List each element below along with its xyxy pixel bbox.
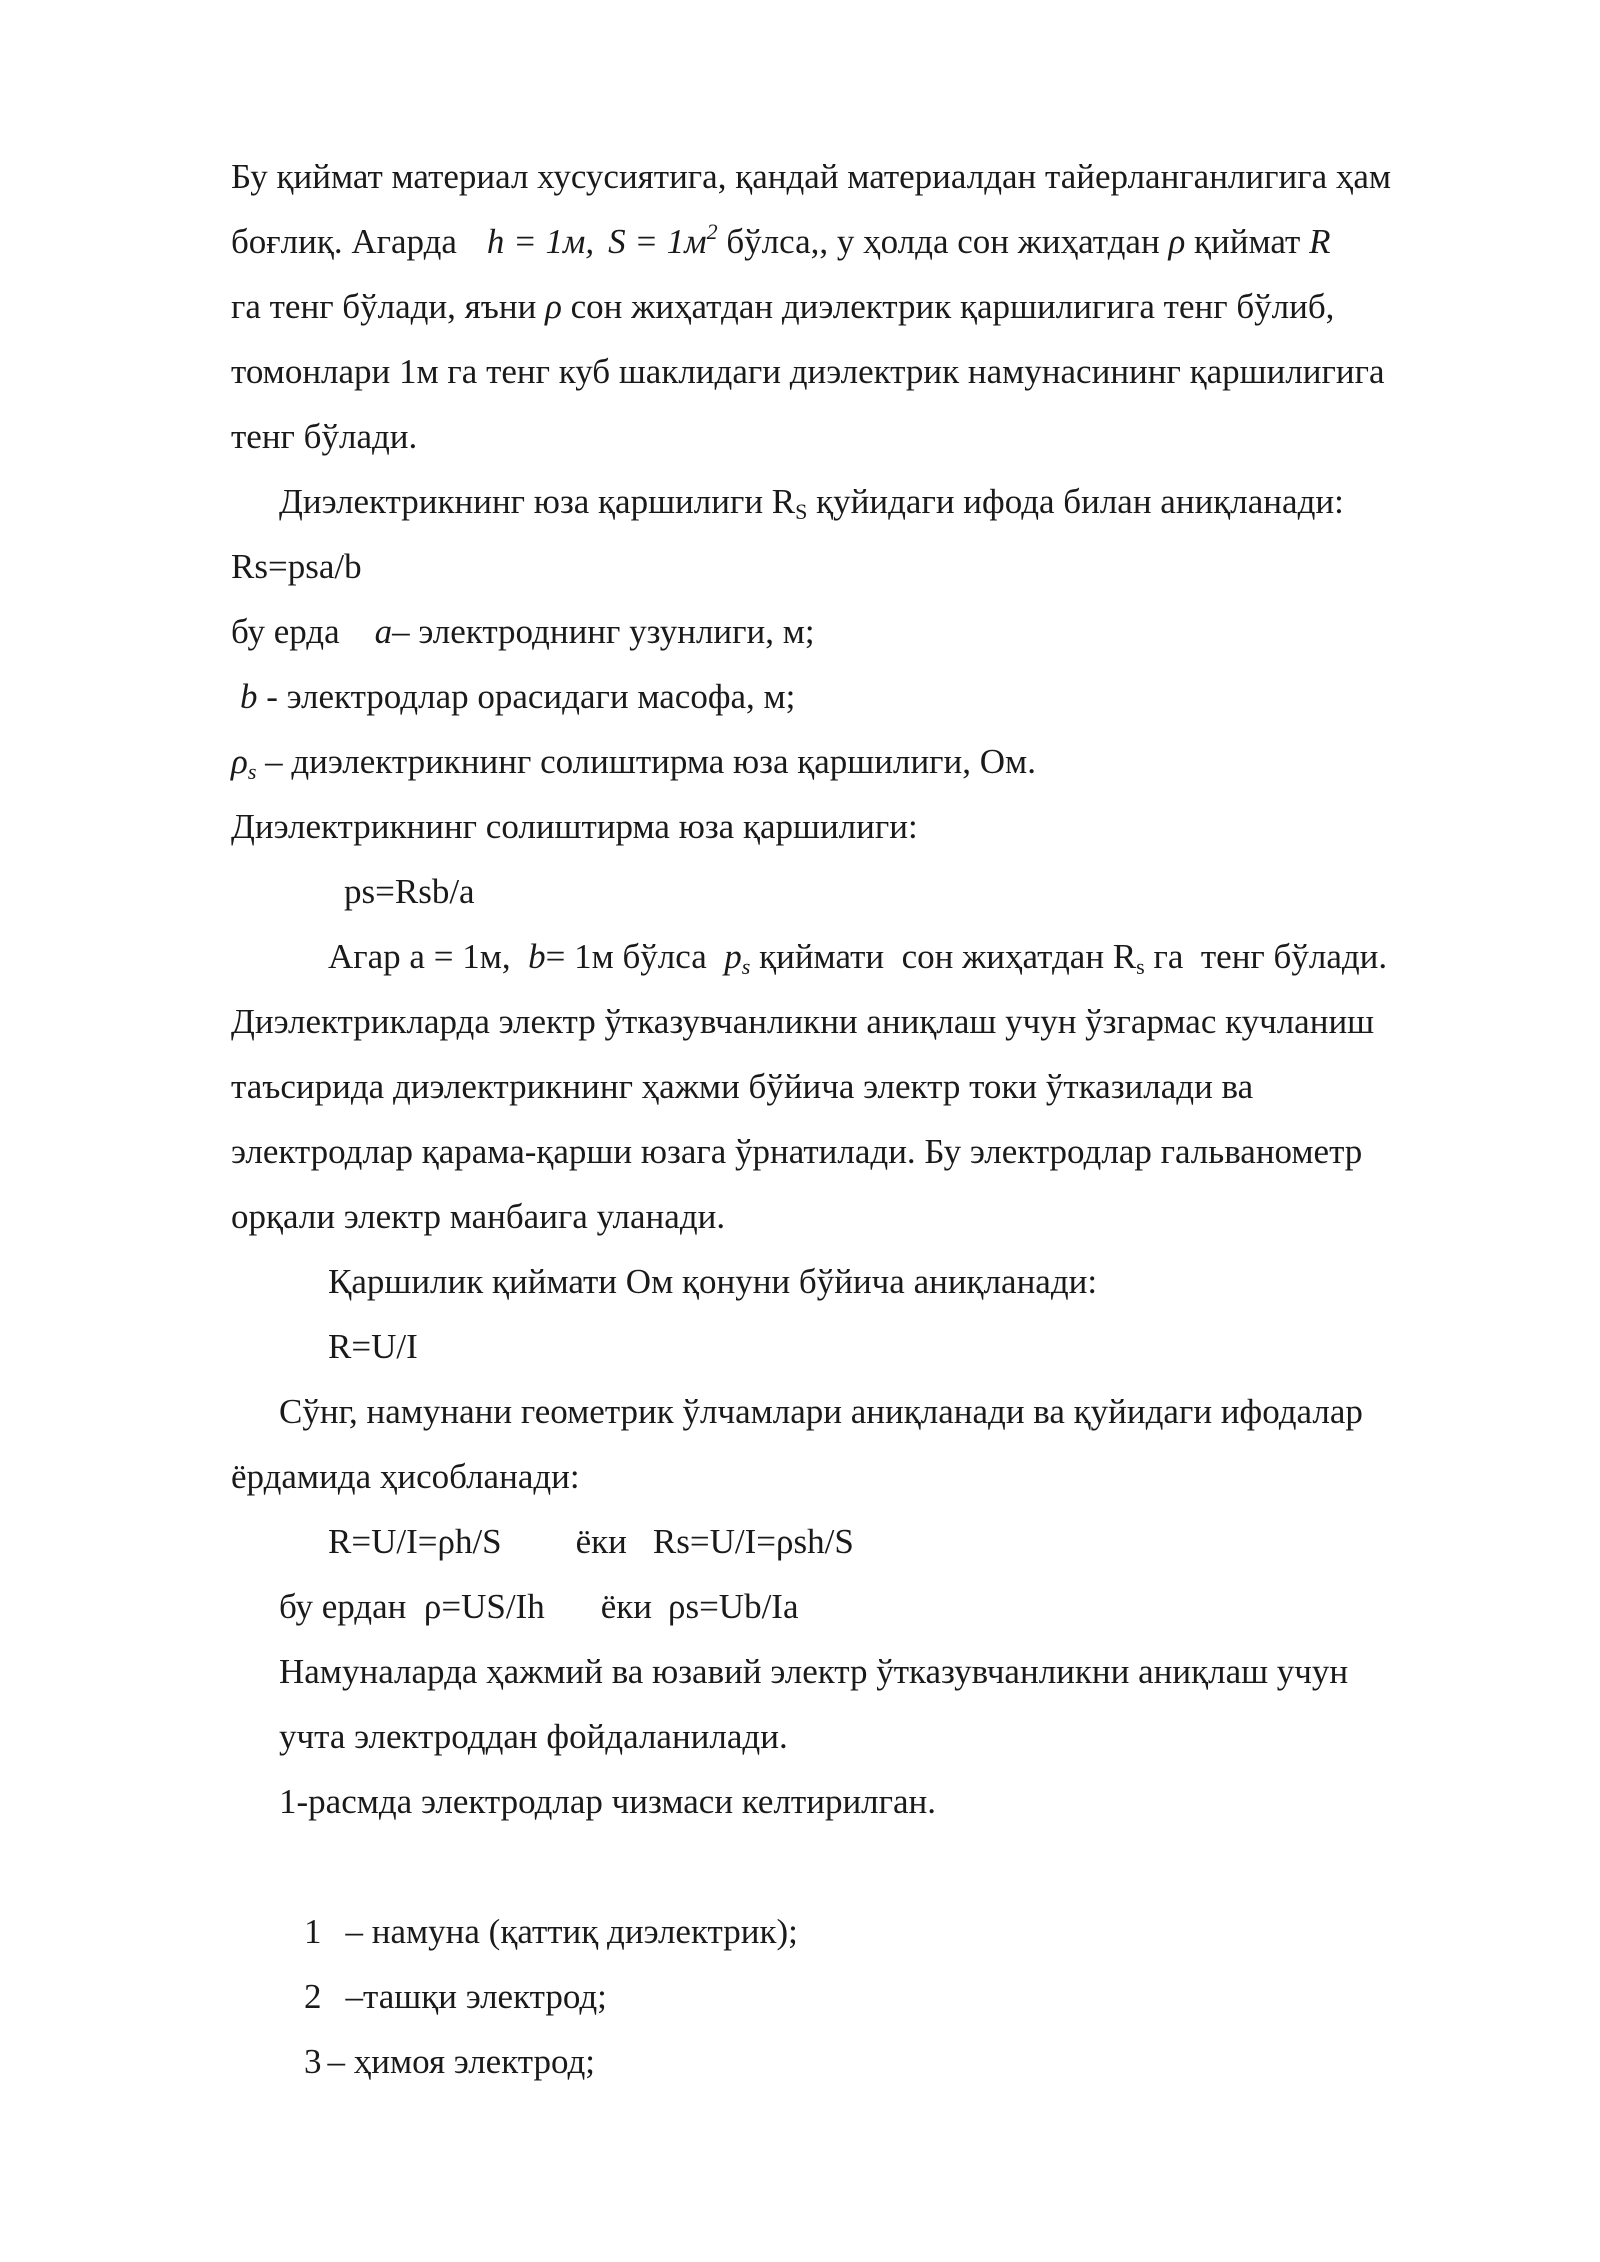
list-item [304, 1975, 607, 2019]
text-line [279, 1715, 788, 1759]
text-line [231, 1130, 1362, 1174]
text: боғлиқ. Агарда [231, 222, 457, 261]
text: Агар a = 1м, [328, 937, 529, 976]
formula-line [279, 1585, 799, 1629]
text: ёрдамида ҳисобланади: [231, 1457, 580, 1496]
text: = 1м бўлса [545, 937, 725, 976]
text-line [231, 350, 1385, 394]
text-line [279, 1390, 1363, 1434]
definition-line [240, 675, 795, 719]
text: бу ерда [231, 612, 375, 651]
formula-h: h = 1м, [486, 222, 595, 261]
text: Бу қиймат материал хусусиятига, қандай материалдан тайерланганлигига ҳам [231, 157, 1392, 196]
text: сон жиҳатдан диэлектрик қаршилигига тенг бўлиб, [561, 287, 1335, 326]
list-number: 3 [304, 2042, 322, 2081]
list-text: –ташқи электрод; [345, 1977, 607, 2016]
definition-line [231, 610, 815, 654]
formula: бу ердан ρ=US/Ih [279, 1587, 545, 1626]
text-line [328, 935, 1387, 979]
text: ёки [600, 1587, 652, 1626]
formula-line [328, 1325, 418, 1369]
r-symbol: R [1309, 222, 1331, 261]
text-line [231, 285, 1334, 329]
text: 1-расмда электродлар чизмаси келтирилган. [279, 1782, 937, 1821]
symbol-b: b [528, 937, 546, 976]
formula-s: S = 1м [608, 222, 707, 261]
formula: ρs=Ub/Ia [667, 1587, 799, 1626]
symbol-p: p [724, 937, 742, 976]
text: Намуналарда ҳажмий ва юзавий электр ўтказувчанликни аниқлаш учун [279, 1652, 1349, 1691]
definition-line [231, 740, 1036, 784]
list-text: – ҳимоя электрод; [327, 2042, 595, 2081]
formula: Rs=psa/b [231, 547, 362, 586]
text-line [279, 480, 1344, 524]
text-line [231, 1000, 1374, 1044]
subscript: s [1136, 954, 1145, 979]
text: қиймати сон жиҳатдан R [750, 937, 1137, 976]
formula: Rs=U/I=ρsh/S [652, 1522, 854, 1561]
list-item [304, 1910, 798, 1954]
text-line [231, 415, 417, 459]
text: орқали электр манбаига уланади. [231, 1197, 726, 1236]
text-line [279, 1650, 1348, 1694]
subscript: s [247, 759, 257, 784]
text-line [231, 1065, 1253, 1109]
text-line [231, 1455, 580, 1499]
text-line [279, 1780, 936, 1824]
text: – электроднинг узунлиги, м; [392, 612, 815, 651]
text: Диэлектрикларда электр ўтказувчанликни аниқлаш учун ўзгармас кучланиш [231, 1002, 1375, 1041]
list-text: – намуна (қаттиқ диэлектрик); [345, 1912, 798, 1951]
list-number: 2 [304, 1977, 322, 2016]
text: Сўнг, намунани геометрик ўлчамлари аниқланади ва қуйидаги ифодалар [279, 1392, 1363, 1431]
list-number: 1 [304, 1912, 322, 1951]
text-line [231, 220, 1330, 264]
rho-symbol: ρ [1168, 222, 1186, 261]
text: учта электроддан фойдаланилади. [279, 1717, 788, 1756]
text: га тенг бўлади. [1144, 937, 1388, 976]
text: бўлса,, у ҳолда сон жиҳатдан [717, 222, 1169, 261]
formula-line [328, 1520, 854, 1564]
text: томонлари 1м га тенг куб шаклидаги диэлектрик намунасининг қаршилигига [231, 352, 1385, 391]
rho-symbol: ρ [545, 287, 562, 326]
text: ёки [575, 1522, 627, 1561]
symbol-b: b [240, 677, 258, 716]
text: – диэлектрикнинг солиштирма юза қаршилиги, Ом. [256, 742, 1036, 781]
list-item [304, 2040, 595, 2084]
text-line [231, 1195, 725, 1239]
text-line [231, 805, 918, 849]
text: тенг бўлади. [231, 417, 418, 456]
text: Диэлектрикнинг юза қаршилиги R [279, 482, 796, 521]
text: га тенг бўлади, яъни [231, 287, 546, 326]
formula-line [344, 870, 475, 914]
text: электродлар қарама-қарши юзага ўрнатилади. Бу электродлар гальванометр [231, 1132, 1363, 1171]
text-line [328, 1260, 1097, 1304]
symbol-a: a [374, 612, 393, 651]
text: Қаршилик қиймати Ом қонуни бўйича аниқланади: [328, 1262, 1098, 1301]
text-line [231, 155, 1391, 199]
subscript: S [795, 499, 808, 524]
formula-line [231, 545, 362, 589]
superscript: 2 [706, 219, 718, 244]
text: таъсирида диэлектрикнинг ҳажми бўйича электр токи ўтказилади ва [231, 1067, 1254, 1106]
text: қуйидаги ифода билан аниқланади: [807, 482, 1344, 521]
text: қиймат [1185, 222, 1310, 261]
subscript: s [741, 954, 751, 979]
formula: ps=Rsb/a [344, 872, 475, 911]
text: Диэлектрикнинг солиштирма юза қаршилиги: [231, 807, 918, 846]
text: - электродлар орасидаги масофа, м; [257, 677, 796, 716]
formula: R=U/I [328, 1327, 418, 1366]
formula: R=U/I=ρh/S [328, 1522, 502, 1561]
rho-symbol: ρ [231, 742, 248, 781]
